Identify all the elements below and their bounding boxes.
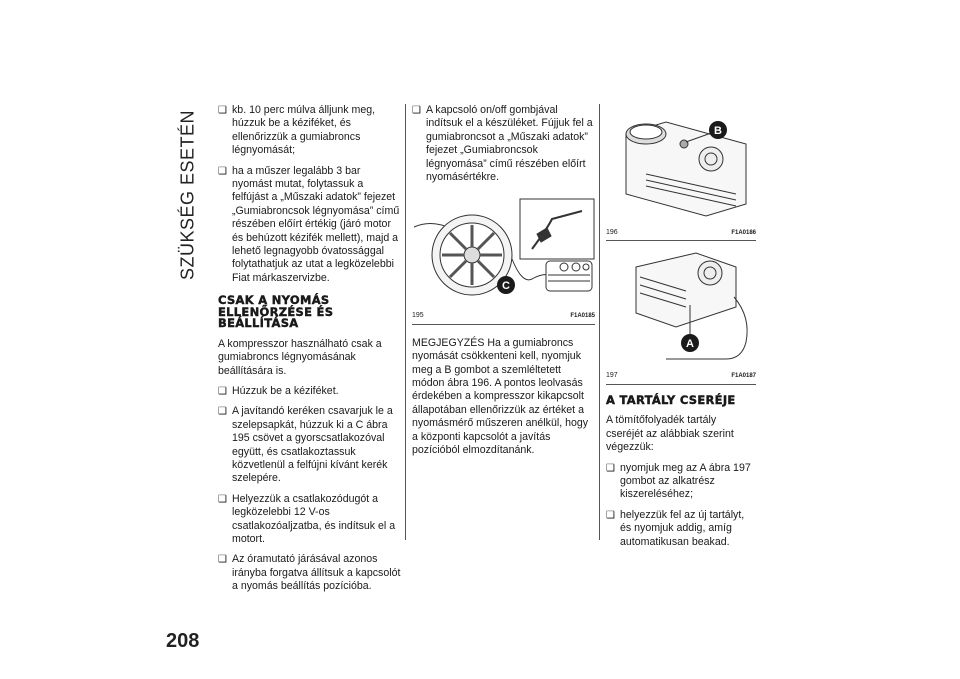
bullet-item: ❑ nyomjuk meg az A ábra 197 gombot az alkatrész kiszereléséhez; <box>606 462 756 502</box>
bullet-item: ❑ kb. 10 perc múlva álljunk meg, húzzuk be a kéziféket, és ellenőrizzük a gumiabroncs légnyomását; <box>218 104 401 158</box>
bullet-item: ❑ helyezzük fel az új tartályt, és nyomjuk addig, amíg automatikusan beakad. <box>606 509 756 549</box>
figure-195 <box>412 189 595 324</box>
column-divider <box>599 104 600 540</box>
figure-callout-b: B <box>714 125 722 137</box>
wheel-compressor-illustration <box>412 189 595 307</box>
note-paragraph: MEGJEGYZÉS Ha a gumiabroncs nyomását csökkenteni kell, nyomjuk meg a B gombot a szemléltetett módon ábra 196. A pontos leolvasás érdekében a kompresszor kikapcsolt állapotában ellenőrizzük az értéket a nyomásmérő műszeren anélkül, hogy a központi kapcsolót a javítás pozícióból elmozdítanánk. <box>412 336 589 457</box>
chapter-side-title: SZÜKSÉG ESETÉN <box>177 109 198 281</box>
compressor-button-b-illustration <box>606 104 756 224</box>
column-1 <box>218 104 401 601</box>
section-heading: A TARTÁLY CSERÉJE <box>606 392 736 407</box>
page-number: 208 <box>166 630 200 652</box>
column-2 <box>412 104 595 465</box>
figure-callout-a: A <box>686 338 694 351</box>
figure-code: F1A0187 <box>731 373 756 380</box>
figure-code: F1A0185 <box>570 313 595 320</box>
column-3 <box>606 104 756 556</box>
compressor-button-a-illustration <box>606 247 756 367</box>
figure-number: 196 <box>606 229 618 236</box>
bullet-item: ❑ Helyezzük a csatlakozódugót a legközelebbi 12 V-os csatlakozóaljzatba, és indítsuk el a motort. <box>218 493 401 547</box>
section-heading: CSAK A NYOMÁS ELLENŐRZÉSE ÉS BEÁLLÍTÁSA <box>218 293 334 331</box>
paragraph: A kompresszor használható csak a gumiabroncs légnyomásának beállítására is. <box>218 337 382 377</box>
column-divider <box>405 104 406 540</box>
bullet-item: ❑ A kapcsoló on/off gombjával indítsuk el a készüléket. Fújjuk fel a gumiabroncsot a „Műszaki adatok” fejezet „Gumiabroncsok légnyomása” című részében előírt nyomásértékre. <box>412 104 595 184</box>
figure-number: 197 <box>606 372 618 380</box>
figure-callout-c: C <box>502 280 510 293</box>
bullet-item: ❑ Az óramutató járásával azonos irányba forgatva állítsuk a kapcsolót a nyomás beállítás pozícióba. <box>218 553 401 593</box>
figure-197 <box>606 247 756 384</box>
bullet-item: ❑ Húzzuk be a kéziféket. <box>218 385 401 398</box>
paragraph: A tömítőfolyadék tartály cseréjét az alábbiak szerint végezzük: <box>606 414 734 454</box>
figure-code: F1A0186 <box>731 230 756 236</box>
bullet-item: ❑ A javítandó keréken csavarjuk le a szelepsapkát, húzzuk ki a C ábra 195 csövet a gyorscsatlakozóval együtt, és csatlakoztassuk közvetlenül a felfújni kívánt kerék szelepére. <box>218 405 401 485</box>
figure-196 <box>606 104 756 241</box>
figure-number: 195 <box>412 312 424 320</box>
bullet-item: ❑ ha a műszer legalább 3 bar nyomást mutat, folytassuk a felfújást a „Műszaki adatok” fejezet „Gumiabroncsok légnyomása” című részében előírt értékig (járó motor és behúzott kézifék mellett), majd a lehető legnagyobb óvatossággal folytathatjuk az utat a legközelebbi Fiat márkaszervizbe. <box>218 165 401 286</box>
